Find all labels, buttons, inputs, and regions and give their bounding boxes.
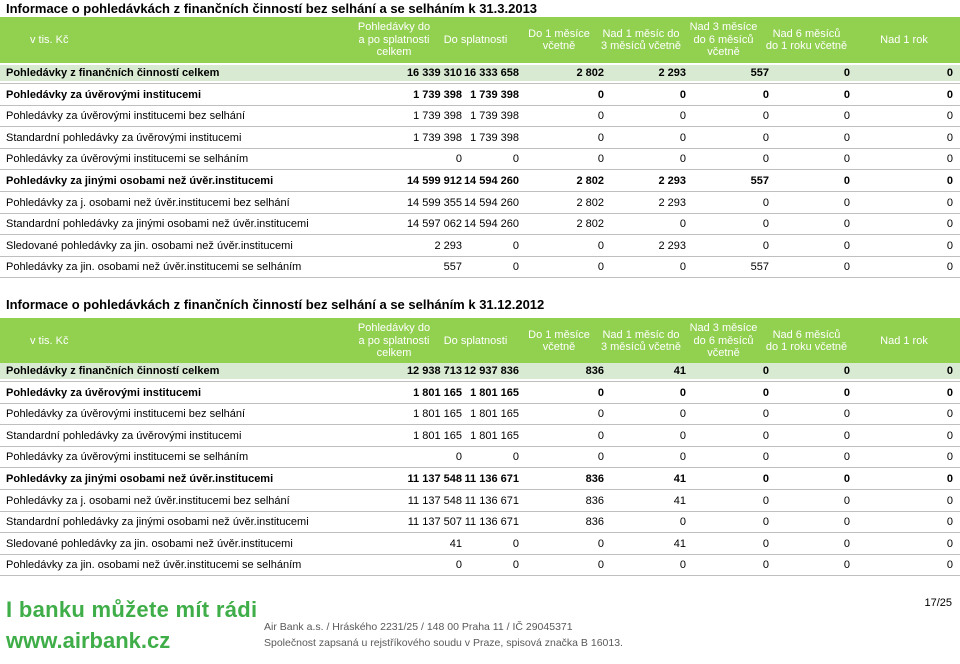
table-row bbox=[0, 259, 960, 275]
cell-value: 11 136 671 bbox=[464, 495, 519, 507]
cell-value: 0 bbox=[843, 261, 850, 273]
cell-value: 41 bbox=[673, 495, 686, 507]
cell-value: 0 bbox=[843, 430, 850, 442]
row-divider bbox=[0, 277, 960, 278]
cell-value: 0 bbox=[946, 175, 953, 187]
row-divider bbox=[0, 381, 960, 382]
cell-value: 1 801 165 bbox=[413, 408, 462, 420]
cell-value: 0 bbox=[597, 132, 604, 144]
row-label: Pohledávky z finančních činností celkem bbox=[6, 365, 220, 377]
cell-value: 12 938 713 bbox=[406, 365, 462, 377]
cell-value: 2 293 bbox=[658, 240, 686, 252]
cell-value: 0 bbox=[946, 218, 953, 230]
column-header: Do splatnosti bbox=[443, 33, 508, 46]
cell-value: 41 bbox=[673, 473, 686, 485]
cell-value: 2 293 bbox=[658, 175, 686, 187]
cell-value: 0 bbox=[843, 387, 850, 399]
cell-value: 0 bbox=[512, 451, 519, 463]
cell-value: 0 bbox=[843, 240, 850, 252]
cell-value: 0 bbox=[455, 559, 462, 571]
cell-value: 11 137 548 bbox=[407, 495, 462, 507]
cell-value: 1 739 398 bbox=[413, 110, 462, 122]
cell-value: 0 bbox=[679, 261, 686, 273]
column-header: Do splatnosti bbox=[443, 334, 508, 347]
cell-value: 0 bbox=[762, 110, 769, 122]
cell-value: 0 bbox=[597, 110, 604, 122]
row-label: Pohledávky za úvěrovými institucemi bbox=[6, 89, 202, 101]
table-title: Informace o pohledávkách z finančních činností bez selhání a se selháním k 31.3.2013 bbox=[6, 1, 538, 16]
cell-value: 11 136 671 bbox=[464, 473, 519, 485]
row-label: Pohledávky za jin. osobami než úvěr.institucemi se selháním bbox=[6, 559, 302, 571]
cell-value: 557 bbox=[443, 261, 462, 273]
cell-value: 0 bbox=[679, 408, 686, 420]
table-row bbox=[0, 406, 960, 422]
cell-value: 0 bbox=[946, 473, 953, 485]
cell-value: 0 bbox=[512, 240, 519, 252]
column-header: Nad 1 měsíc do 3 měsíců včetně bbox=[600, 328, 682, 353]
column-header: Nad 1 rok bbox=[880, 33, 928, 46]
cell-value: 0 bbox=[679, 516, 686, 528]
cell-value: 0 bbox=[762, 516, 769, 528]
cell-value: 0 bbox=[597, 89, 604, 101]
row-label: Pohledávky za úvěrovými institucemi bez selhání bbox=[6, 408, 246, 420]
cell-value: 0 bbox=[843, 451, 850, 463]
cell-value: 0 bbox=[946, 559, 953, 571]
cell-value: 12 937 836 bbox=[463, 365, 519, 377]
cell-value: 0 bbox=[843, 110, 850, 122]
cell-value: 0 bbox=[762, 451, 769, 463]
table-row bbox=[0, 471, 960, 487]
column-header: Nad 3 měsíce do 6 měsíců včetně bbox=[689, 21, 758, 59]
column-header: Do 1 měsíce včetně bbox=[528, 328, 590, 353]
cell-value: 2 802 bbox=[576, 175, 604, 187]
cell-value: 0 bbox=[843, 89, 850, 101]
cell-value: 41 bbox=[673, 365, 686, 377]
cell-value: 0 bbox=[679, 218, 686, 230]
footer-address: Air Bank a.s. / Hráského 2231/25 / 148 00 Praha 11 / IČ 29045371 bbox=[264, 621, 573, 633]
cell-value: 0 bbox=[843, 67, 850, 79]
cell-value: 1 801 165 bbox=[470, 387, 519, 399]
column-header: Nad 6 měsíců do 1 roku včetně bbox=[765, 27, 848, 52]
cell-value: 16 339 310 bbox=[406, 67, 462, 79]
cell-value: 0 bbox=[843, 495, 850, 507]
cell-value: 0 bbox=[679, 89, 686, 101]
cell-value: 1 801 165 bbox=[413, 430, 462, 442]
cell-value: 0 bbox=[946, 153, 953, 165]
row-divider bbox=[0, 191, 960, 192]
cell-value: 0 bbox=[762, 538, 769, 550]
cell-value: 11 136 671 bbox=[464, 516, 519, 528]
cell-value: 0 bbox=[946, 240, 953, 252]
row-label: Standardní pohledávky za jinými osobami než úvěr.institucemi bbox=[6, 516, 309, 528]
cell-value: 0 bbox=[843, 473, 850, 485]
cell-value: 0 bbox=[843, 559, 850, 571]
row-divider bbox=[0, 511, 960, 512]
cell-value: 0 bbox=[679, 153, 686, 165]
column-header: Nad 1 rok bbox=[880, 334, 928, 347]
cell-value: 11 137 507 bbox=[407, 516, 462, 528]
cell-value: 0 bbox=[946, 197, 953, 209]
cell-value: 0 bbox=[597, 387, 604, 399]
row-label: Standardní pohledávky za úvěrovými institucemi bbox=[6, 430, 242, 442]
row-label: Pohledávky za jinými osobami než úvěr.institucemi bbox=[6, 473, 274, 485]
row-label: Sledované pohledávky za jin. osobami než úvěr.institucemi bbox=[6, 538, 293, 550]
cell-value: 0 bbox=[946, 430, 953, 442]
row-label: Pohledávky za jinými osobami než úvěr.institucemi bbox=[6, 175, 274, 187]
cell-value: 0 bbox=[843, 197, 850, 209]
table-row bbox=[0, 87, 960, 103]
cell-value: 1 739 398 bbox=[470, 89, 519, 101]
cell-value: 0 bbox=[762, 153, 769, 165]
cell-value: 11 137 548 bbox=[407, 473, 462, 485]
cell-value: 2 293 bbox=[434, 240, 462, 252]
cell-value: 557 bbox=[750, 261, 769, 273]
cell-value: 1 801 165 bbox=[413, 387, 462, 399]
cell-value: 0 bbox=[597, 408, 604, 420]
cell-value: 2 802 bbox=[576, 197, 604, 209]
table-row bbox=[0, 65, 960, 81]
table-row bbox=[0, 130, 960, 146]
cell-value: 1 739 398 bbox=[413, 89, 462, 101]
cell-value: 0 bbox=[762, 408, 769, 420]
cell-value: 0 bbox=[762, 473, 769, 485]
cell-value: 0 bbox=[762, 218, 769, 230]
cell-value: 0 bbox=[762, 132, 769, 144]
cell-value: 0 bbox=[946, 365, 953, 377]
cell-value: 0 bbox=[597, 153, 604, 165]
cell-value: 14 594 260 bbox=[463, 175, 519, 187]
cell-value: 557 bbox=[750, 67, 769, 79]
cell-value: 0 bbox=[843, 408, 850, 420]
cell-value: 0 bbox=[946, 538, 953, 550]
table-row bbox=[0, 536, 960, 552]
table-header bbox=[0, 318, 960, 364]
cell-value: 0 bbox=[843, 175, 850, 187]
cell-value: 14 594 260 bbox=[463, 218, 519, 230]
cell-value: 836 bbox=[585, 365, 604, 377]
row-label: Pohledávky za jin. osobami než úvěr.institucemi se selháním bbox=[6, 261, 302, 273]
cell-value: 2 802 bbox=[576, 67, 604, 79]
cell-value: 0 bbox=[762, 89, 769, 101]
cell-value: 2 293 bbox=[658, 67, 686, 79]
cell-value: 0 bbox=[597, 240, 604, 252]
cell-value: 0 bbox=[843, 218, 850, 230]
row-label: Standardní pohledávky za jinými osobami než úvěr.institucemi bbox=[6, 218, 309, 230]
cell-value: 0 bbox=[946, 387, 953, 399]
cell-value: 0 bbox=[843, 516, 850, 528]
cell-value: 0 bbox=[597, 430, 604, 442]
cell-value: 0 bbox=[762, 240, 769, 252]
table-row bbox=[0, 216, 960, 232]
table-title: Informace o pohledávkách z finančních činností bez selhání a se selháním k 31.12.2012 bbox=[6, 297, 545, 312]
cell-value: 41 bbox=[449, 538, 462, 550]
table-row bbox=[0, 173, 960, 189]
cell-value: 0 bbox=[946, 495, 953, 507]
row-divider bbox=[0, 234, 960, 235]
column-header: Pohledávky do a po splatnosti celkem bbox=[357, 21, 431, 59]
cell-value: 0 bbox=[762, 559, 769, 571]
cell-value: 0 bbox=[946, 89, 953, 101]
table-row bbox=[0, 428, 960, 444]
row-label: Pohledávky za úvěrovými institucemi se selháním bbox=[6, 153, 249, 165]
footer-url[interactable]: www.airbank.cz bbox=[6, 628, 171, 653]
table-row bbox=[0, 108, 960, 124]
table-row bbox=[0, 385, 960, 401]
row-divider bbox=[0, 148, 960, 149]
cell-value: 0 bbox=[946, 516, 953, 528]
cell-value: 0 bbox=[679, 559, 686, 571]
cell-value: 14 599 355 bbox=[406, 197, 462, 209]
cell-value: 0 bbox=[843, 132, 850, 144]
row-label: Pohledávky z finančních činností celkem bbox=[6, 67, 220, 79]
cell-value: 14 597 062 bbox=[406, 218, 462, 230]
column-header: Do 1 měsíce včetně bbox=[528, 27, 590, 52]
cell-value: 0 bbox=[455, 451, 462, 463]
cell-value: 0 bbox=[597, 451, 604, 463]
cell-value: 14 594 260 bbox=[463, 197, 519, 209]
cell-value: 16 333 658 bbox=[463, 67, 519, 79]
row-divider bbox=[0, 575, 960, 576]
cell-value: 836 bbox=[585, 473, 604, 485]
cell-value: 0 bbox=[762, 387, 769, 399]
cell-value: 2 293 bbox=[658, 197, 686, 209]
cell-value: 0 bbox=[762, 430, 769, 442]
cell-value: 0 bbox=[946, 132, 953, 144]
row-divider bbox=[0, 403, 960, 404]
cell-value: 0 bbox=[946, 110, 953, 122]
cell-value: 0 bbox=[679, 451, 686, 463]
cell-value: 1 739 398 bbox=[470, 132, 519, 144]
cell-value: 0 bbox=[512, 559, 519, 571]
unit-header: v tis. Kč bbox=[30, 33, 69, 46]
row-divider bbox=[0, 467, 960, 468]
cell-value: 0 bbox=[679, 132, 686, 144]
table-header bbox=[0, 17, 960, 63]
cell-value: 1 801 165 bbox=[470, 430, 519, 442]
cell-value: 0 bbox=[946, 408, 953, 420]
cell-value: 0 bbox=[512, 538, 519, 550]
row-divider bbox=[0, 83, 960, 84]
cell-value: 0 bbox=[946, 67, 953, 79]
row-divider bbox=[0, 105, 960, 106]
table-row bbox=[0, 493, 960, 509]
cell-value: 1 739 398 bbox=[413, 132, 462, 144]
cell-value: 0 bbox=[597, 559, 604, 571]
row-divider bbox=[0, 126, 960, 127]
cell-value: 1 739 398 bbox=[470, 110, 519, 122]
row-divider bbox=[0, 213, 960, 214]
table-row bbox=[0, 514, 960, 530]
cell-value: 0 bbox=[843, 153, 850, 165]
row-divider bbox=[0, 489, 960, 490]
row-label: Standardní pohledávky za úvěrovými institucemi bbox=[6, 132, 242, 144]
cell-value: 1 801 165 bbox=[470, 408, 519, 420]
table-row bbox=[0, 363, 960, 379]
row-label: Pohledávky za j. osobami než úvěr.institucemi bez selhání bbox=[6, 495, 290, 507]
cell-value: 0 bbox=[597, 538, 604, 550]
cell-value: 0 bbox=[679, 387, 686, 399]
cell-value: 0 bbox=[512, 153, 519, 165]
page-number: 17/25 bbox=[924, 597, 952, 609]
row-divider bbox=[0, 554, 960, 555]
row-label: Pohledávky za j. osobami než úvěr.institucemi bez selhání bbox=[6, 197, 290, 209]
row-label: Sledované pohledávky za jin. osobami než úvěr.institucemi bbox=[6, 240, 293, 252]
cell-value: 0 bbox=[679, 110, 686, 122]
cell-value: 557 bbox=[750, 175, 769, 187]
row-divider bbox=[0, 169, 960, 170]
table-row bbox=[0, 557, 960, 573]
cell-value: 0 bbox=[946, 451, 953, 463]
cell-value: 836 bbox=[585, 495, 604, 507]
table-row bbox=[0, 195, 960, 211]
row-divider bbox=[0, 256, 960, 257]
row-divider bbox=[0, 532, 960, 533]
cell-value: 836 bbox=[585, 516, 604, 528]
row-divider bbox=[0, 424, 960, 425]
row-label: Pohledávky za úvěrovými institucemi bez selhání bbox=[6, 110, 246, 122]
cell-value: 0 bbox=[679, 430, 686, 442]
cell-value: 41 bbox=[673, 538, 686, 550]
cell-value: 0 bbox=[597, 261, 604, 273]
column-header: Pohledávky do a po splatnosti celkem bbox=[357, 322, 431, 360]
unit-header: v tis. Kč bbox=[30, 334, 69, 347]
cell-value: 0 bbox=[512, 261, 519, 273]
table-row bbox=[0, 151, 960, 167]
footer-registry: Společnost zapsaná u rejstříkového soudu v Praze, spisová značka B 16013. bbox=[264, 637, 623, 649]
row-label: Pohledávky za úvěrovými institucemi bbox=[6, 387, 202, 399]
cell-value: 0 bbox=[762, 197, 769, 209]
table-row bbox=[0, 238, 960, 254]
cell-value: 2 802 bbox=[576, 218, 604, 230]
cell-value: 0 bbox=[762, 365, 769, 377]
column-header: Nad 1 měsíc do 3 měsíců včetně bbox=[600, 27, 682, 52]
cell-value: 0 bbox=[946, 261, 953, 273]
row-divider bbox=[0, 446, 960, 447]
cell-value: 0 bbox=[843, 538, 850, 550]
cell-value: 14 599 912 bbox=[406, 175, 462, 187]
column-header: Nad 6 měsíců do 1 roku včetně bbox=[765, 328, 848, 353]
cell-value: 0 bbox=[843, 365, 850, 377]
footer-slogan: I banku můžete mít rádi bbox=[6, 597, 258, 622]
column-header: Nad 3 měsíce do 6 měsíců včetně bbox=[689, 322, 758, 360]
table-row bbox=[0, 449, 960, 465]
cell-value: 0 bbox=[762, 495, 769, 507]
cell-value: 0 bbox=[455, 153, 462, 165]
row-label: Pohledávky za úvěrovými institucemi se selháním bbox=[6, 451, 249, 463]
